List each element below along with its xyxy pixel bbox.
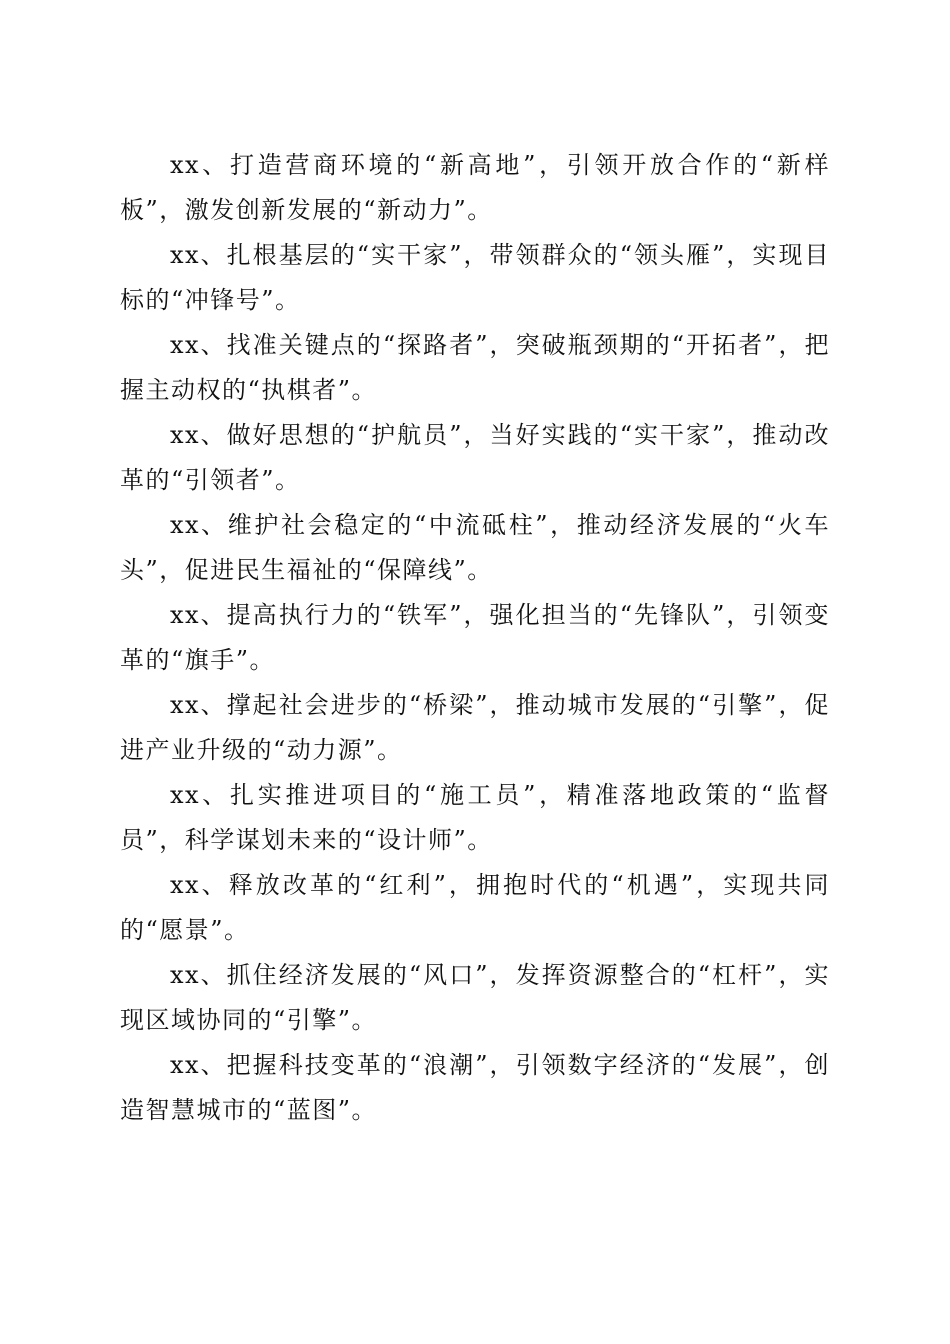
paragraph-10: xx、抓住经济发展的“风口”，发挥资源整合的“杠杆”，实现区域协同的“引擎”。 [120,961,830,1034]
paragraph-3: xx、找准关键点的“探路者”，突破瓶颈期的“开拓者”，把握主动权的“执棋者”。 [120,331,830,404]
paragraph-6: xx、提高执行力的“铁军”，强化担当的“先锋队”，引领变革的“旗手”。 [120,601,830,674]
paragraph-11: xx、把握科技变革的“浪潮”，引领数字经济的“发展”，创造智慧城市的“蓝图”。 [120,1051,830,1124]
paragraph-4: xx、做好思想的“护航员”，当好实践的“实干家”，推动改革的“引领者”。 [120,421,830,494]
paragraph-9: xx、释放改革的“红利”，拥抱时代的“机遇”，实现共同的“愿景”。 [120,871,830,944]
paragraph-8: xx、扎实推进项目的“施工员”，精准落地政策的“监督员”，科学谋划未来的“设计师”。 [120,781,830,854]
paragraph-2: xx、扎根基层的“实干家”，带领群众的“领头雁”，实现目标的“冲锋号”。 [120,241,830,314]
paragraph-7: xx、撑起社会进步的“桥梁”，推动城市发展的“引擎”，促进产业升级的“动力源”。 [120,691,830,764]
document-body [120,143,830,1133]
paragraph-1: xx、打造营商环境的“新高地”，引领开放合作的“新样板”，激发创新发展的“新动力”。 [120,151,830,224]
paragraph-5: xx、维护社会稳定的“中流砥柱”，推动经济发展的“火车头”，促进民生福祉的“保障线”。 [120,511,830,584]
